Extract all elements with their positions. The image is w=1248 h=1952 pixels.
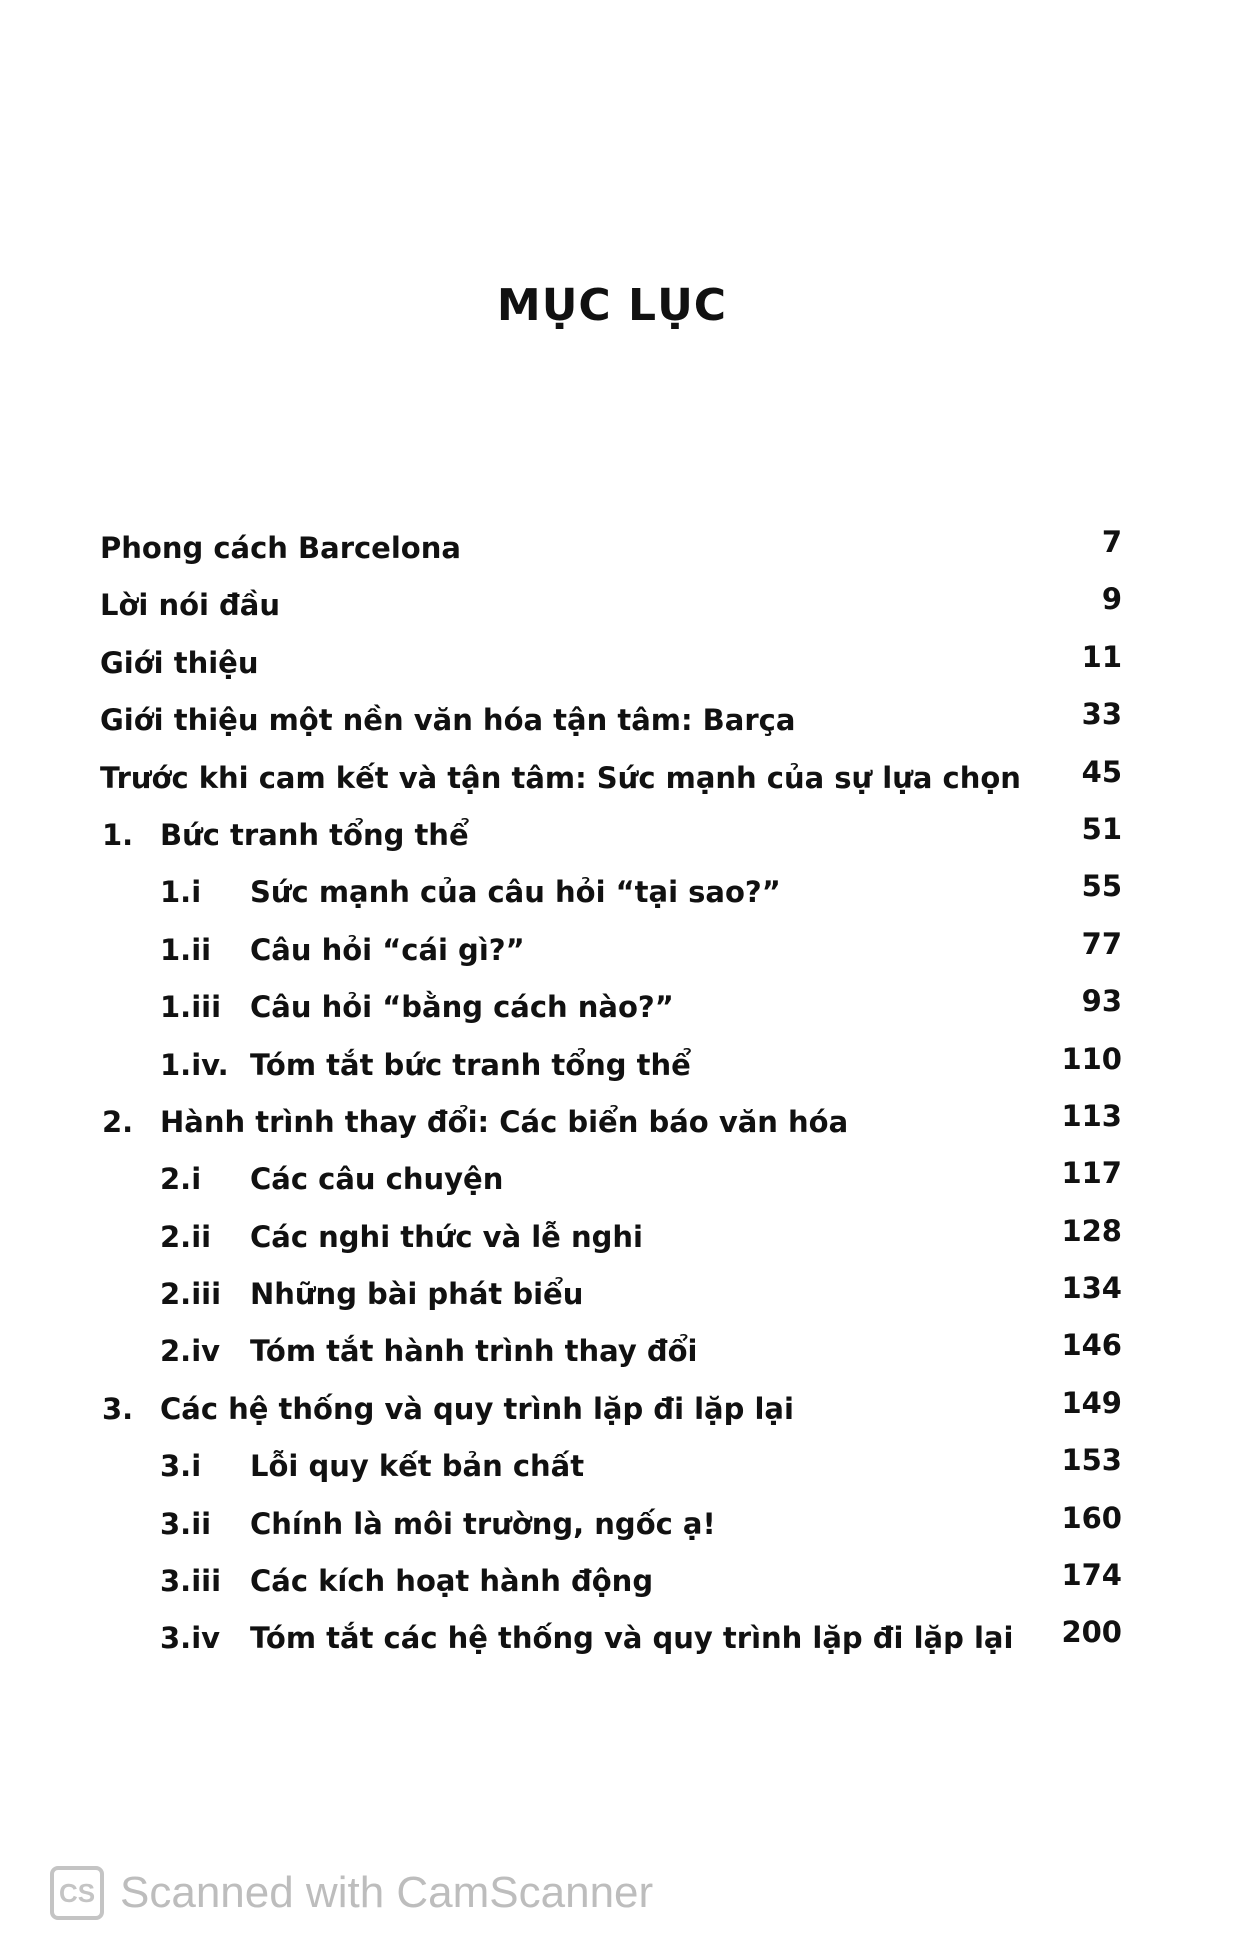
toc-entry-number: 1.iv.	[160, 1047, 229, 1082]
toc-entry	[100, 807, 1122, 864]
toc-entry-page-number: 11	[1081, 639, 1122, 674]
toc-entry-page-number: 128	[1061, 1213, 1122, 1248]
toc-entry-title: Lỗi quy kết bản chất	[250, 1449, 585, 1484]
toc-entry-number: 3.iv	[160, 1621, 221, 1656]
toc-entry	[100, 1438, 1122, 1495]
toc-entry-page-number: 113	[1061, 1098, 1122, 1133]
toc-entry	[100, 1610, 1122, 1667]
toc-entry-number: 3.iii	[160, 1564, 222, 1599]
toc-entry-title: Các nghi thức và lễ nghi	[250, 1219, 643, 1254]
toc-entry-number: 2.	[102, 1104, 134, 1139]
toc-entry-number: 2.ii	[160, 1219, 212, 1254]
toc-entry-page-number: 45	[1081, 754, 1122, 789]
toc-entry-number: 3.i	[160, 1449, 202, 1484]
watermark-text: Scanned with CamScanner	[120, 1868, 654, 1917]
toc-entry	[100, 979, 1122, 1036]
toc-entry-page-number: 134	[1061, 1271, 1122, 1306]
toc-entry-number: 1.iii	[160, 990, 222, 1025]
toc-entry	[100, 1266, 1122, 1323]
toc-entry	[100, 1151, 1122, 1208]
toc-entry-title: Tóm tắt hành trình thay đổi	[250, 1334, 698, 1369]
toc-entry	[100, 1209, 1122, 1266]
toc-entry	[100, 577, 1122, 634]
toc-entry-title: Sức mạnh của câu hỏi “tại sao?”	[250, 875, 781, 910]
toc-entry-page-number: 153	[1061, 1443, 1122, 1478]
toc-entry-title: Lời nói đầu	[100, 588, 281, 623]
toc-entry-title: Phong cách Barcelona	[100, 531, 461, 565]
toc-entry-title: Giới thiệu một nền văn hóa tận tâm: Barça	[100, 703, 796, 738]
toc-entry-title: Trước khi cam kết và tận tâm: Sức mạnh của sự lựa chọn	[100, 760, 1021, 795]
toc-entry-page-number: 33	[1081, 697, 1122, 732]
toc-entry	[100, 1094, 1122, 1151]
toc-entry-page-number: 77	[1081, 926, 1122, 961]
toc-entry-page-number: 110	[1061, 1041, 1122, 1076]
toc-entry-page-number: 160	[1061, 1500, 1122, 1535]
camscanner-watermark	[50, 1864, 653, 1922]
toc-entry-title: Các câu chuyện	[250, 1162, 504, 1197]
camscanner-logo-icon: CS	[50, 1866, 104, 1920]
toc-entry-number: 3.	[102, 1391, 134, 1426]
toc-entry-page-number: 117	[1061, 1156, 1122, 1191]
toc-entry-title: Các kích hoạt hành động	[250, 1564, 654, 1599]
toc-entry-title: Các hệ thống và quy trình lặp đi lặp lại	[160, 1391, 794, 1426]
toc-entry-title: Những bài phát biểu	[250, 1277, 584, 1312]
toc-entry-title: Câu hỏi “cái gì?”	[250, 932, 525, 967]
toc-entry-page-number: 200	[1061, 1615, 1122, 1650]
toc-entry-page-number: 149	[1061, 1385, 1122, 1420]
toc-entry-title: Câu hỏi “bằng cách nào?”	[250, 990, 674, 1025]
toc-entry	[100, 635, 1122, 692]
toc-entry-title: Chính là môi trường, ngốc ạ!	[250, 1506, 716, 1541]
toc-entry	[100, 750, 1122, 807]
toc-entry-number: 1.i	[160, 875, 202, 910]
toc-entry-title: Tóm tắt bức tranh tổng thể	[250, 1047, 691, 1082]
toc-entry-number: 1.ii	[160, 932, 212, 967]
toc-entry	[100, 1037, 1122, 1094]
toc-entry-page-number: 55	[1081, 869, 1122, 904]
toc-entry	[100, 1381, 1122, 1438]
toc-entry-number: 1.	[102, 817, 134, 852]
toc-entry-title: Bức tranh tổng thể	[160, 817, 469, 852]
toc-entry-number: 2.iv	[160, 1334, 221, 1369]
toc-entry-title: Tóm tắt các hệ thống và quy trình lặp đi lặp lại	[250, 1621, 1014, 1656]
toc-entry-page-number: 146	[1061, 1328, 1122, 1363]
toc-entry	[100, 1553, 1122, 1610]
toc-entry	[100, 692, 1122, 749]
toc-entry-number: 3.ii	[160, 1506, 212, 1541]
toc-entry-title: Hành trình thay đổi: Các biển báo văn hóa	[160, 1104, 849, 1139]
toc-entry-page-number: 9	[1101, 582, 1122, 617]
toc-entry	[100, 520, 1122, 577]
toc-entry-title: Giới thiệu	[100, 645, 259, 680]
toc-entry-page-number: 93	[1081, 984, 1122, 1019]
page-title: MỤC LỤC	[496, 280, 728, 331]
toc-entry	[100, 1496, 1122, 1553]
table-of-contents	[100, 520, 1122, 1668]
toc-entry	[100, 864, 1122, 921]
toc-entry-page-number: 51	[1081, 811, 1122, 846]
toc-entry	[100, 1323, 1122, 1380]
toc-entry-page-number: 174	[1061, 1558, 1122, 1593]
toc-entry-number: 2.iii	[160, 1277, 222, 1312]
toc-entry-page-number: 7	[1101, 525, 1122, 559]
toc-entry-number: 2.i	[160, 1162, 202, 1197]
toc-entry	[100, 922, 1122, 979]
